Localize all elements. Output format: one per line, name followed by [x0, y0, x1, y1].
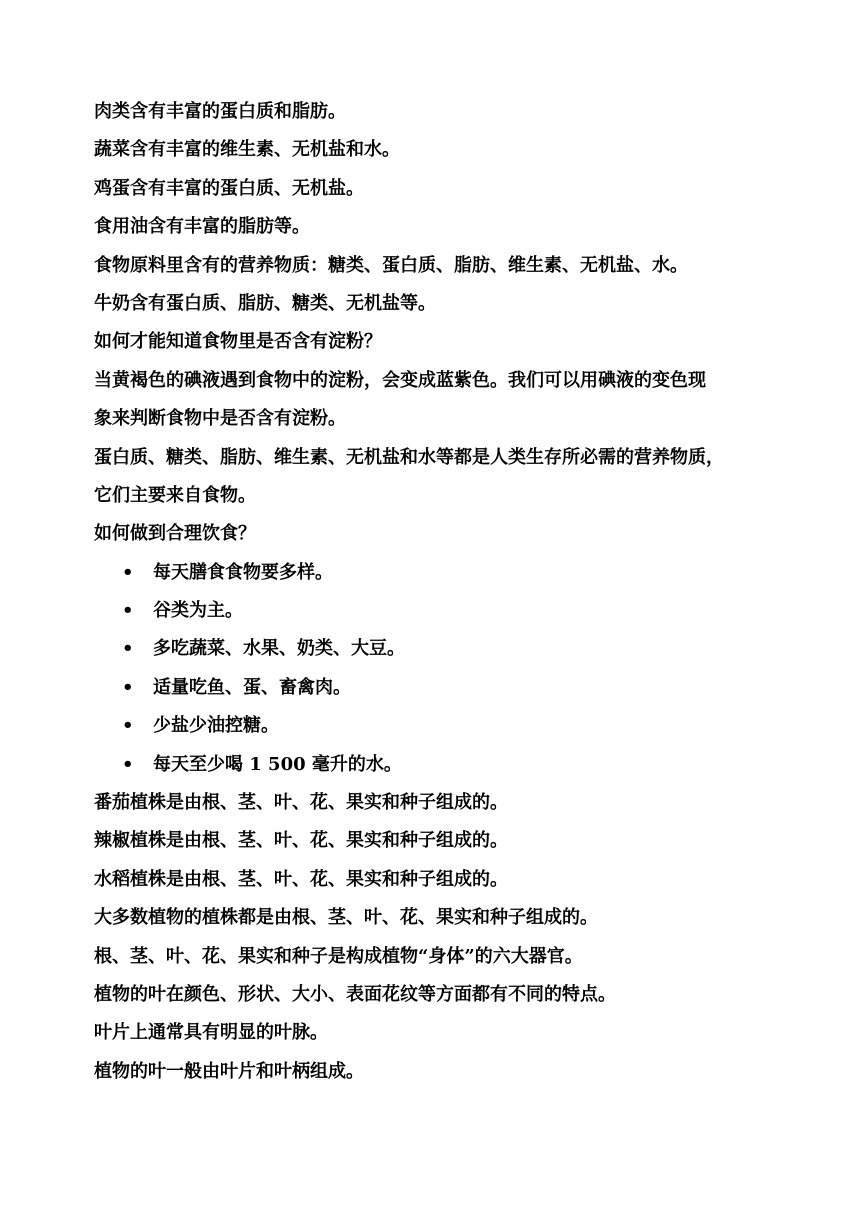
bullet-icon: • — [122, 715, 134, 737]
text-line-milk: 牛奶含有蛋白质、脂肪、糖类、无机盐等。 — [94, 292, 436, 314]
text-line-vegetables: 蔬菜含有丰富的维生素、无机盐和水。 — [94, 139, 400, 161]
text-line-cooking-oil: 食用油含有丰富的脂肪等。 — [94, 216, 310, 238]
list-item — [94, 630, 784, 668]
list-item-text: 每天至少喝 1 500 毫升的水。 — [153, 753, 402, 775]
list-item-text: 多吃蔬菜、水果、奶类、大豆。 — [153, 638, 405, 660]
list-item-text: 谷类为主。 — [153, 600, 243, 622]
text-line-pepper: 辣椒植株是由根、茎、叶、花、果实和种子组成的。 — [94, 830, 508, 852]
bullet-icon: • — [122, 753, 134, 775]
text-line-iodine-2: 象来判断食物中是否含有淀粉。 — [94, 408, 346, 430]
list-item — [94, 554, 784, 592]
text-line-leaf-features: 植物的叶在颜色、形状、大小、表面花纹等方面都有不同的特点。 — [94, 983, 616, 1005]
text-line-six-organs: 根、茎、叶、花、果实和种子是构成植物“身体”的六大器官。 — [94, 945, 583, 967]
text-line-meat: 肉类含有丰富的蛋白质和脂肪。 — [94, 101, 346, 122]
list-item — [94, 746, 784, 784]
list-item-text: 每天膳食食物要多样。 — [153, 561, 333, 583]
text-line-essential-2: 它们主要来自食物。 — [94, 484, 256, 506]
text-line-essential-1: 蛋白质、糖类、脂肪、维生素、无机盐和水等都是人类生存所必需的营养物质， — [94, 446, 724, 468]
bullet-icon: • — [122, 561, 134, 583]
bullet-icon: • — [122, 638, 134, 660]
list-item — [94, 669, 784, 707]
text-line-iodine-1: 当黄褐色的碘液遇到食物中的淀粉，会变成蓝紫色。我们可以用碘液的变色现 — [94, 369, 706, 391]
text-line-leaf-parts: 植物的叶一般由叶片和叶柄组成。 — [94, 1060, 364, 1082]
bullet-icon: • — [122, 676, 134, 698]
list-item — [94, 592, 784, 630]
text-line-rice: 水稻植株是由根、茎、叶、花、果实和种子组成的。 — [94, 868, 508, 890]
question-diet: 如何做到合理饮食？ — [94, 523, 256, 545]
text-line-leaf-veins: 叶片上通常具有明显的叶脉。 — [94, 1022, 328, 1044]
question-starch: 如何才能知道食物里是否含有淀粉？ — [94, 331, 382, 353]
document-body — [94, 93, 784, 1091]
text-line-eggs: 鸡蛋含有丰富的蛋白质、无机盐。 — [94, 177, 364, 199]
text-line-most-plants: 大多数植物的植株都是由根、茎、叶、花、果实和种子组成的。 — [94, 907, 598, 929]
text-line-nutrients: 食物原料里含有的营养物质：糖类、蛋白质、脂肪、维生素、无机盐、水。 — [94, 254, 688, 276]
text-line-tomato: 番茄植株是由根、茎、叶、花、果实和种子组成的。 — [94, 792, 508, 814]
bullet-icon: • — [122, 600, 134, 622]
list-item-text: 适量吃鱼、蛋、畜禽肉。 — [153, 676, 351, 698]
list-item-text: 少盐少油控糖。 — [153, 715, 279, 737]
list-item — [94, 707, 784, 745]
